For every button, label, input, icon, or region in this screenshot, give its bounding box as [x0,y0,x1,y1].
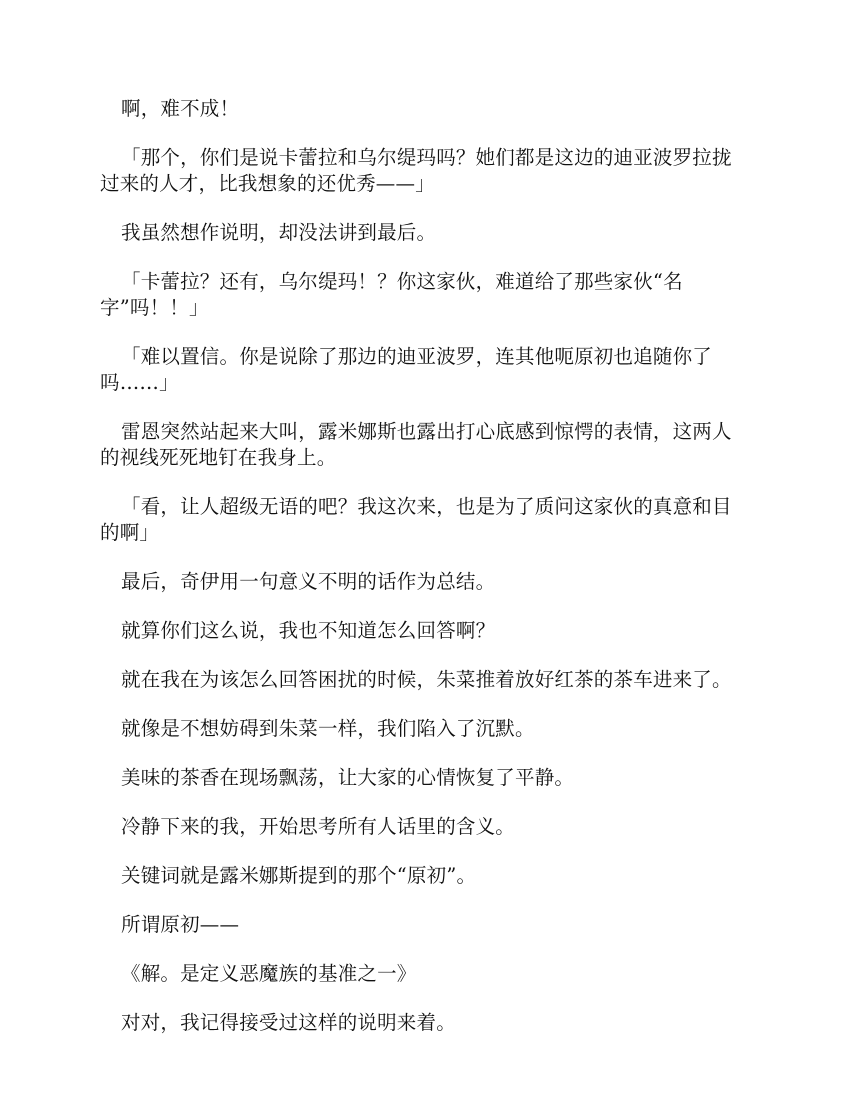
paragraph: 雷恩突然站起来大叫，露米娜斯也露出打心底感到惊愕的表情，这两人的视线死死地钉在我身上。 [100,420,732,469]
paragraph: 冷静下来的我，开始思考所有人话里的含义。 [121,815,516,838]
paragraph: 最后，奇伊用一句意义不明的话作为总结。 [121,570,496,593]
paragraph: 「看，让人超级无语的吧？我这次来，也是为了质问这家伙的真意和目的啊」 [100,495,732,544]
paragraph: 就算你们这么说，我也不知道怎么回答啊？ [121,619,496,642]
paragraph: 美味的茶香在现场飘荡，让大家的心情恢复了平静。 [121,766,575,789]
paragraph: 就像是不想妨碍到朱菜一样，我们陷入了沉默。 [121,717,535,740]
paragraph: 「难以置信。你是说除了那边的迪亚波罗，连其他呃原初也追随你了吗……」 [100,345,713,394]
paragraph: 关键词就是露米娜斯提到的那个“原初”。 [121,864,477,887]
paragraph: 对对，我记得接受过这样的说明来着。 [121,1011,456,1034]
paragraph: 「那个，你们是说卡蕾拉和乌尔缇玛吗？她们都是这边的迪亚波罗拉拢过来的人才，比我想象的还优秀——」 [100,146,732,195]
paragraph: 《解。是定义恶魔族的基准之一》 [121,962,417,985]
paragraph: 我虽然想作说明，却没法讲到最后。 [121,221,437,244]
paragraph: 就在我在为该怎么回答困扰的时候，朱菜推着放好红茶的茶车进来了。 [121,668,732,691]
paragraph: 「卡蕾拉？还有，乌尔缇玛！？你这家伙，难道给了那些家伙“名字”吗！！」 [100,270,683,319]
paragraph: 啊，难不成！ [121,97,240,120]
document-page [100,96,750,1059]
paragraph: 所谓原初—— [121,913,240,936]
